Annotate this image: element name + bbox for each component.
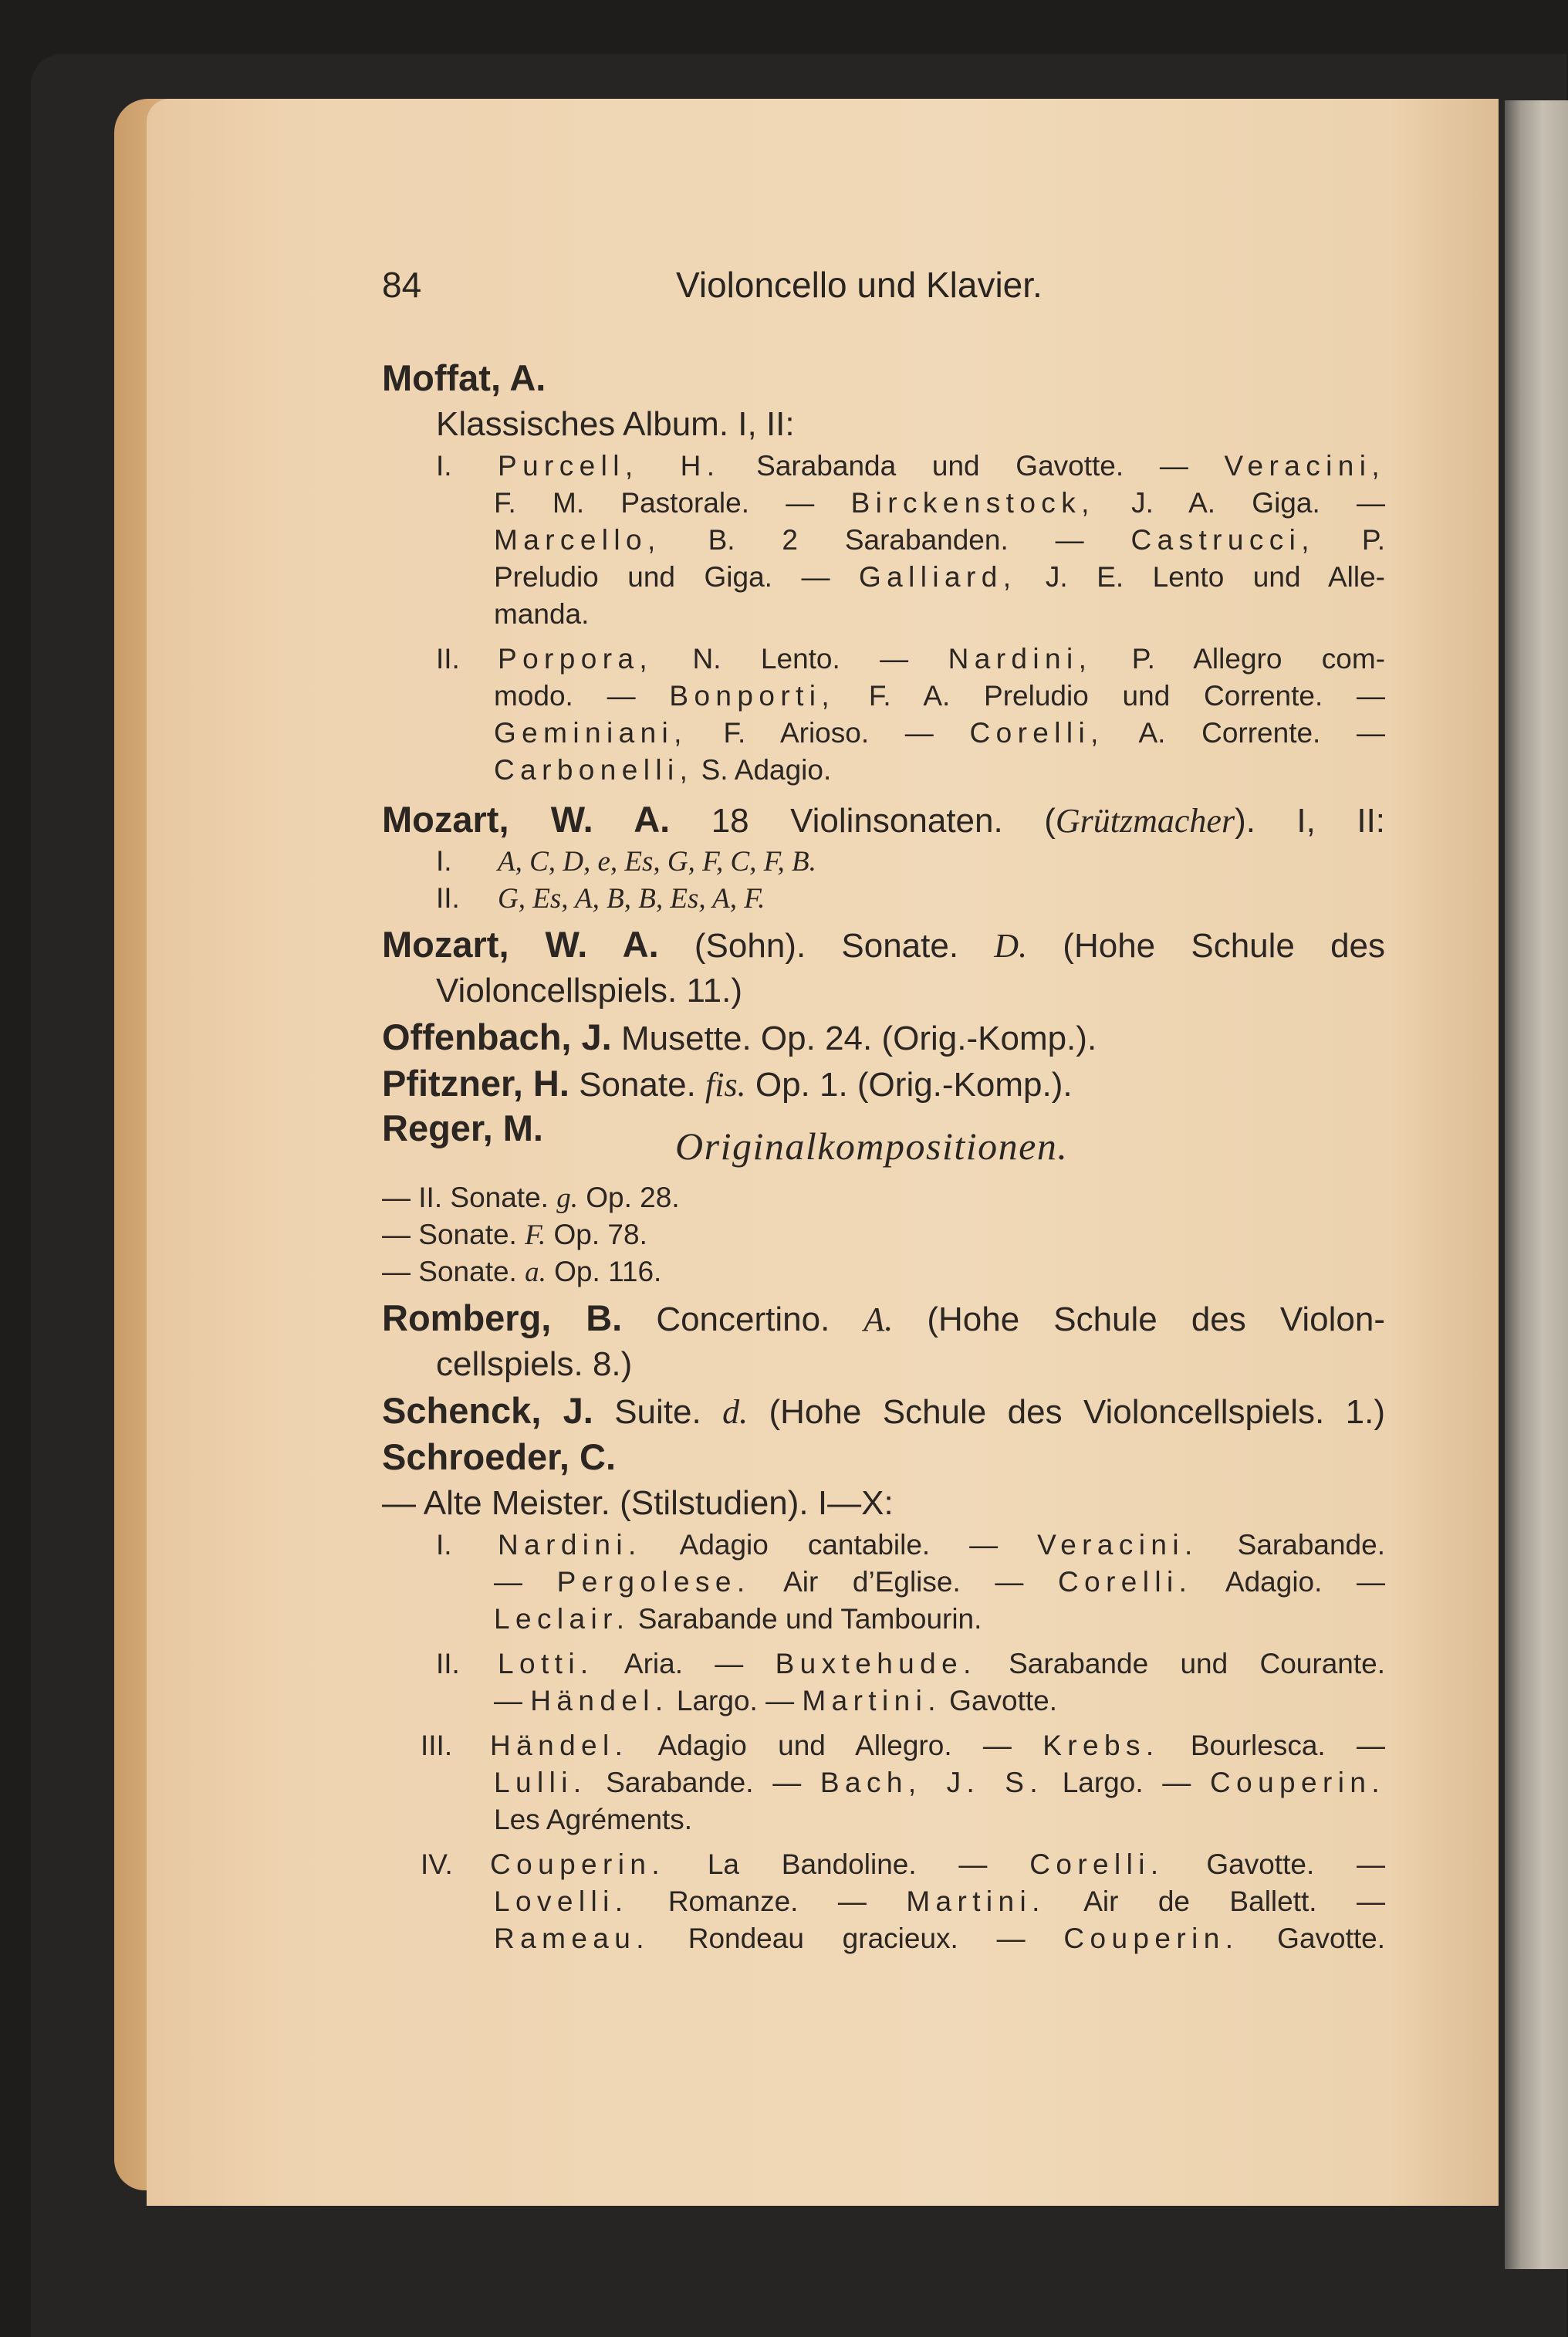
composer-ref: Nardini. xyxy=(498,1529,642,1561)
composer-name: Mozart, W. A. xyxy=(382,799,671,840)
work-ref: S. Adagio. xyxy=(701,754,832,786)
work-ref: J. A. Giga. — xyxy=(1131,487,1386,519)
series-title: — Alte Meister. (Stilstudien). I—X: xyxy=(382,1484,894,1522)
work-title: Sonate. xyxy=(579,1066,696,1104)
reger-item-3: — Sonate. a. Op. 116. xyxy=(382,1256,662,1288)
volume-I-line-4 xyxy=(382,559,1385,596)
composer-ref: Veracini. xyxy=(1037,1529,1198,1561)
series-note: (Hohe Schule des xyxy=(1063,927,1386,965)
composer-ref: Purcell, H. xyxy=(498,450,721,482)
running-title: Violoncello und Klavier. xyxy=(676,265,1043,305)
volume-I-line-1 xyxy=(382,448,1385,485)
volume-number: II. xyxy=(436,643,460,675)
schroeder-IV-line-2 xyxy=(382,1883,1385,1920)
volume-II-line-3 xyxy=(382,715,1385,752)
work-ref: Air d’Eglise. — xyxy=(783,1566,1024,1598)
composer-name: Schroeder, C. xyxy=(382,1436,616,1477)
composer-ref: Rameau. xyxy=(494,1923,650,1954)
schroeder-I-line-1 xyxy=(382,1527,1385,1564)
page-number: 84 xyxy=(382,265,422,305)
work-ref: Sarabande. xyxy=(1237,1529,1385,1561)
composer-ref: Händel. xyxy=(490,1730,629,1761)
work-ref: Largo. — xyxy=(1062,1767,1191,1798)
schroeder-IV-line-1 xyxy=(382,1846,1385,1883)
composer-name: Offenbach, J. xyxy=(382,1016,612,1057)
work-ref: J. E. Lento und Alle- xyxy=(1045,561,1386,593)
composer-ref: Krebs. xyxy=(1043,1730,1160,1761)
entry-pfitzner xyxy=(382,1060,1385,1107)
entry-reger xyxy=(382,1107,1385,1168)
series-note-cont: cellspiels. 8.) xyxy=(436,1345,633,1383)
composer-ref: Pergolese. xyxy=(556,1566,751,1598)
work-ref: Adagio cantabile. — xyxy=(679,1529,999,1561)
volume-II-keys: II. G, Es, A, B, B, Es, A, F. xyxy=(436,882,765,915)
series-note: (Hohe Schule des Violon- xyxy=(927,1300,1385,1338)
composer-ref: Carbonelli, xyxy=(494,754,694,786)
composer-ref: Couperin. xyxy=(1209,1767,1386,1798)
work-ref: Aria. — xyxy=(623,1648,744,1679)
work-ref: Gavotte. xyxy=(1277,1923,1386,1954)
work-ref: Adagio. — xyxy=(1225,1566,1386,1598)
composer-ref: Bach, J. S. xyxy=(819,1767,1044,1798)
volume-number: IV. xyxy=(421,1848,453,1880)
schroeder-III-line-1 xyxy=(382,1727,1385,1764)
key: g. xyxy=(556,1182,578,1214)
work-title: Musette. Op. 24. (Orig.-Komp.). xyxy=(620,1020,1097,1057)
composer-name: Romberg, B. xyxy=(382,1297,623,1338)
work-title: Suite. xyxy=(614,1393,701,1431)
series-note-cont: Violoncellspiels. 11.) xyxy=(436,972,743,1010)
composer-ref: Galliard, xyxy=(859,561,1017,593)
composer-ref: Händel. xyxy=(530,1685,669,1716)
work-ref: Rondeau gracieux. — xyxy=(688,1923,1026,1954)
key: A. xyxy=(863,1300,894,1338)
schroeder-I-line-2 xyxy=(382,1564,1385,1601)
key-list: A, C, D, e, Es, G, F, C, F, B. xyxy=(498,846,816,878)
volume-I-keys: I. A, C, D, e, Es, G, F, C, F, B. xyxy=(436,845,816,878)
volume-II-line-2 xyxy=(382,678,1385,715)
work-ref: Adagio und Allegro. — xyxy=(657,1730,1012,1761)
composer-ref: Lovelli. xyxy=(494,1885,629,1917)
volume-II-line-4 xyxy=(382,752,1385,789)
volume-I-line-2 xyxy=(382,485,1385,522)
work-ref: N. Lento. — xyxy=(692,643,909,675)
work-ref: Sarabanda und Gavotte. — xyxy=(756,450,1188,482)
schroeder-III-line-3: Les Agréments. xyxy=(494,1804,693,1835)
volume-number: I. xyxy=(436,450,452,482)
volume-number: II. xyxy=(436,1648,460,1679)
entry-schroeder xyxy=(382,1434,1385,1480)
work-ref: B. 2 Sarabanden. — xyxy=(708,524,1084,556)
composer-name: Moffat, A. xyxy=(382,357,546,398)
work-ref: A. Corrente. — xyxy=(1138,717,1386,749)
reger-item-1: — II. Sonate. g. Op. 28. xyxy=(382,1182,680,1214)
key: F. xyxy=(525,1219,546,1251)
catalog-content xyxy=(382,355,1385,1957)
key: d. xyxy=(722,1393,749,1431)
composer-ref: Porpora, xyxy=(498,643,654,675)
composer-ref: Couperin. xyxy=(1063,1923,1239,1954)
entry-mozart xyxy=(382,796,1385,843)
work-ref: La Bandoline. — xyxy=(707,1848,988,1880)
work-ref: Gavotte. — xyxy=(1206,1848,1386,1880)
composer-ref: Couperin. xyxy=(490,1848,666,1880)
facing-page-edge xyxy=(1505,100,1568,2269)
work-ref: Romanze. — xyxy=(667,1885,867,1917)
key: D. xyxy=(994,927,1028,965)
composer-ref: Geminiani, xyxy=(494,717,688,749)
work-title: Concertino. xyxy=(656,1300,830,1338)
composer-ref: Corelli. xyxy=(1029,1848,1164,1880)
composer-ref: Lotti. xyxy=(498,1648,594,1679)
composer-ref: Buxtehude. xyxy=(775,1648,977,1679)
key-list: G, Es, A, B, B, Es, A, F. xyxy=(498,883,765,915)
schroeder-IV-line-3 xyxy=(382,1920,1385,1957)
composer-name: Reger, M. xyxy=(382,1108,543,1148)
composer-ref: Corelli. xyxy=(1057,1566,1193,1598)
reger-item-2: — Sonate. F. Op. 78. xyxy=(382,1219,647,1251)
volume-number: III. xyxy=(421,1730,453,1761)
work-opus: Op. 1. (Orig.-Komp.). xyxy=(755,1066,1073,1104)
composer-ref: Lulli. xyxy=(494,1767,587,1798)
work-ref: Bourlesca. — xyxy=(1190,1730,1385,1761)
schroeder-I-line-3 xyxy=(382,1601,1385,1638)
work-ref: Sarabande und Tambourin. xyxy=(637,1603,982,1635)
work-ref: Preludio und Giga. — xyxy=(494,561,830,593)
work-title: (Sohn). Sonate. xyxy=(694,927,959,965)
entry-moffat xyxy=(382,355,1385,401)
work-ref: P. Allegro com- xyxy=(1131,643,1386,675)
work-ref: Sarabande. — xyxy=(606,1767,802,1798)
work-ref: Sarabande und Courante. xyxy=(1009,1648,1386,1679)
editor-note: (Grützmacher). I, II: xyxy=(1044,802,1386,840)
volume-number: I. xyxy=(436,1529,452,1561)
schroeder-III-line-2 xyxy=(382,1764,1385,1801)
work-ref: modo. — xyxy=(494,680,636,712)
series-note: (Hohe Schule des Violoncellspiels. 1.) xyxy=(769,1393,1385,1431)
volume-II-line-1 xyxy=(382,641,1385,678)
work-ref: F. A. Preludio und Corrente. — xyxy=(868,680,1386,712)
key: a. xyxy=(525,1256,546,1288)
work-ref: F. Arioso. — xyxy=(723,717,934,749)
volume-I-line-3 xyxy=(382,522,1385,559)
work-title: Klassisches Album. I, II: xyxy=(436,405,795,443)
composer-ref: Bonporti, xyxy=(669,680,836,712)
work-ref: F. M. Pastorale. — xyxy=(494,487,815,519)
composer-ref: Nardini, xyxy=(948,643,1093,675)
work-ref: Air de Ballett. — xyxy=(1083,1885,1385,1917)
composer-ref: Martini. xyxy=(906,1885,1046,1917)
composer-name: Mozart, W. A. xyxy=(382,924,659,965)
section-subheading: Originalkompositionen. xyxy=(675,1125,1069,1168)
work-title: 18 Violinsonaten. xyxy=(711,802,1003,840)
entry-schenck xyxy=(382,1388,1385,1434)
schroeder-II-line-1 xyxy=(382,1645,1385,1683)
schroeder-II-line-2: — Händel. Largo. — Martini. Gavotte. xyxy=(494,1685,1058,1716)
entry-offenbach xyxy=(382,1014,1385,1060)
composer-ref: Veracini, xyxy=(1224,450,1386,482)
composer-name: Schenck, J. xyxy=(382,1390,593,1431)
work-ref: P. xyxy=(1361,524,1386,556)
composer-ref: Leclair. xyxy=(494,1603,630,1635)
entry-mozart-sohn xyxy=(382,922,1385,968)
volume-I-line-5: manda. xyxy=(494,598,590,630)
composer-ref: Martini. xyxy=(802,1685,941,1716)
editor-name: Grützmacher xyxy=(1055,802,1235,840)
work-ref: — xyxy=(494,1566,522,1598)
composer-name: Pfitzner, H. xyxy=(382,1063,569,1104)
key: fis. xyxy=(705,1066,746,1104)
composer-ref: Marcello, xyxy=(494,524,661,556)
composer-ref: Castrucci, xyxy=(1130,524,1315,556)
entry-romberg xyxy=(382,1295,1385,1341)
composer-ref: Corelli, xyxy=(969,717,1104,749)
composer-ref: Birckenstock, xyxy=(850,487,1095,519)
